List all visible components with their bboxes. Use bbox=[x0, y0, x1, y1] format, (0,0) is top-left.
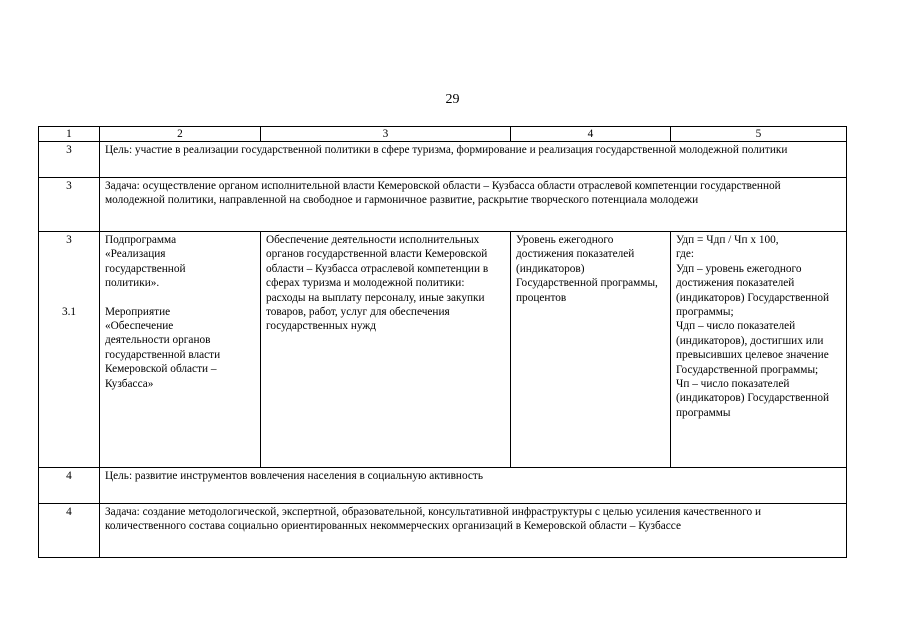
row-number: 3 bbox=[39, 178, 100, 232]
table-row bbox=[39, 178, 847, 232]
header-cell: 2 bbox=[100, 127, 261, 142]
row-number: 4 bbox=[39, 504, 100, 558]
header-cell: 3 bbox=[261, 127, 511, 142]
table-row bbox=[39, 142, 847, 178]
program-name-cell bbox=[100, 232, 261, 468]
task-text: Задача: создание методологической, экспертной, образовательной, консультативной инфраструктуры с целью усиления качественного и количественного состава социально ориентированных некоммерческих организаций в Кемеровской области – Кузбассе bbox=[100, 504, 847, 558]
table-row bbox=[39, 232, 847, 468]
goal-text: Цель: развитие инструментов вовлечения населения в социальную активность bbox=[100, 468, 847, 504]
task-text: Задача: осуществление органом исполнительной власти Кемеровской области – Кузбасса области отраслевой компетенции государственной молодежной политики, направленной на свободное и гармоничное развитие, раскрытие творческого потенциала молодежи bbox=[100, 178, 847, 232]
header-cell: 5 bbox=[671, 127, 847, 142]
activity-name: Мероприятие «Обеспечение деятельности органов государственной власти Кемеровской области – Кузбасса» bbox=[105, 305, 221, 390]
header-cell: 4 bbox=[511, 127, 671, 142]
table-header-row bbox=[39, 127, 847, 142]
header-cell: 1 bbox=[39, 127, 100, 142]
program-table bbox=[38, 126, 847, 558]
indicator-name: Уровень ежегодного достижения показателей (индикаторов) Государственной программы, процентов bbox=[511, 232, 671, 468]
indicator-formula: Удп = Чдп / Чп х 100, где: Удп – уровень ежегодного достижения показателей (индикаторов) Государственной программы; Чдп – число показателей (индикаторов), достигших или превысивших целевое значение Государственной программы; Чп – число показателей (индикаторов) Государственной программы bbox=[671, 232, 847, 468]
row-number: 3 bbox=[39, 142, 100, 178]
row-number: 4 bbox=[39, 468, 100, 504]
activity-description: Обеспечение деятельности исполнительных органов государственной власти Кемеровской области – Кузбасса отраслевой компетенции в сферах туризма и молодежной политики: расходы на выплату персоналу, иные закупки товаров, работ, услуг для обеспечения государственных нужд bbox=[261, 232, 511, 468]
subprogram-name: Подпрограмма «Реализация государственной политики». bbox=[105, 234, 186, 290]
row-number-cell bbox=[39, 232, 100, 468]
page-number: 29 bbox=[445, 92, 460, 107]
activity-number: 3.1 bbox=[61, 306, 77, 319]
table-row bbox=[39, 468, 847, 504]
subprogram-number: 3 bbox=[66, 234, 72, 246]
table-row bbox=[39, 504, 847, 558]
goal-text: Цель: участие в реализации государственной политики в сфере туризма, формирование и реализация государственной молодежной политики bbox=[100, 142, 847, 178]
